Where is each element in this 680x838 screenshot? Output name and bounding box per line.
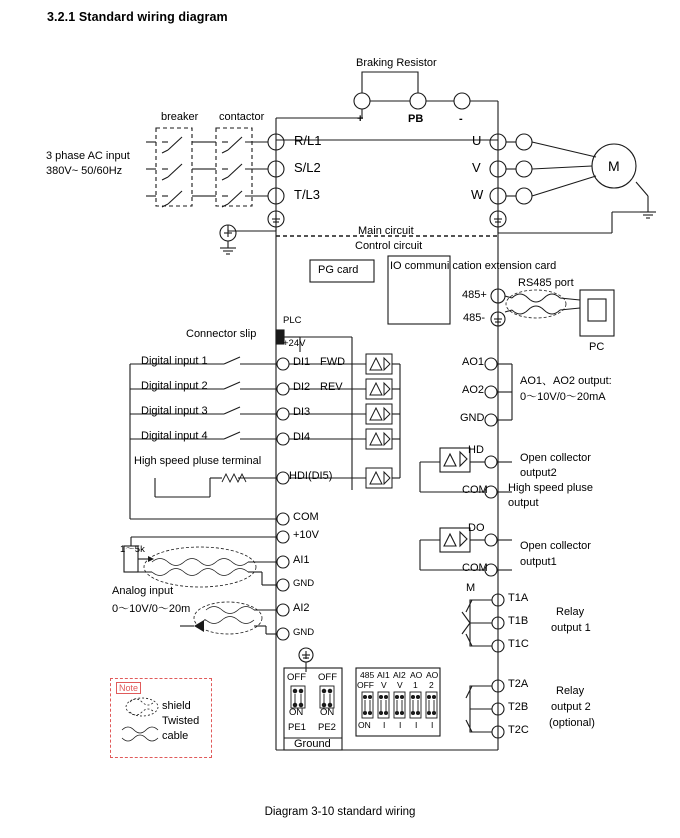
rs485-port-label: RS485 port [518,277,574,289]
terminal-minus-label: - [459,113,463,125]
dip-i-label-1: I [383,720,386,730]
switch-off-left-label: OFF [287,672,306,683]
note-line1: shield [162,700,191,712]
relay2-line3: (optional) [549,717,595,729]
dip-ao1-label-line1: AO [410,670,423,680]
terminal-di2: DI2 [293,381,311,393]
terminal-24v: +24V [283,338,306,349]
terminal-t1c: T1C [508,638,529,650]
terminal-u: U [472,133,482,148]
ground-label: Ground [294,738,331,750]
terminal-r-l1: R/L1 [294,133,322,148]
switch-on-left-label: ON [289,707,304,718]
note-line2: Twisted [162,715,200,727]
terminal-ao2: AO2 [462,384,485,396]
dip-v-label-1: V [381,680,387,690]
pg-card-label: PG card [318,264,359,276]
analog-input-label: Analog input [112,585,174,597]
terminal-ai1: AI1 [293,554,310,566]
terminal-t-l3: T/L3 [294,187,321,202]
dip-i-label-3: I [415,720,418,730]
terminal-t2b: T2B [508,701,529,713]
io-card-label: IO communi cation extension card [390,260,557,272]
terminal-ai2: AI2 [293,602,310,614]
braking-resistor-label: Braking Resistor [356,57,437,69]
dip-i-label-4: I [431,720,434,730]
terminal-t1a: T1A [508,592,529,604]
switch-off-right-label: OFF [318,672,337,683]
open-collector2-line3: High speed pluse [508,482,594,494]
terminal-do-com: COM [462,562,488,574]
note-tag: Note [116,682,141,694]
open-collector2-line1: Open collector [520,452,591,464]
terminal-ao1: AO1 [462,356,485,368]
pc-label: PC [589,341,605,353]
digital-input-4-label: Digital input 4 [141,430,208,442]
terminal-hd: HD [468,444,484,456]
dip-ao1-label-line2: 1 [413,680,418,690]
terminal-ao-gnd: GND [460,412,485,424]
digital-input-3-label: Digital input 3 [141,405,208,417]
relay1-line2: output 1 [551,622,591,634]
ac-input-line2: 380V~ 50/60Hz [46,165,123,177]
dip-i-label-2: I [399,720,402,730]
high-speed-pulse-terminal-label: High speed pluse terminal [134,455,262,467]
digital-input-1-label: Digital input 1 [141,355,208,367]
plc-label: PLC [283,315,302,326]
analog-range-label: 0～10V/0～20m [112,603,191,615]
dip-ai1-label: AI1 [377,670,390,680]
terminal-v: V [472,160,481,175]
terminal-rev: REV [320,381,343,393]
terminal-t2c: T2C [508,724,529,736]
terminal-s-l2: S/L2 [294,160,321,175]
ao-note-line1: AO1、AO2 output: [520,375,612,387]
terminal-do: DO [468,522,485,534]
terminal-gnd-2: GND [293,627,315,638]
terminal-t1b: T1B [508,615,529,627]
terminal-plus-label: + [357,113,364,125]
dip-v-label-2: V [397,680,403,690]
open-collector2-line4: output [508,497,539,509]
motor-label: M [608,158,620,174]
terminal-di1: DI1 [293,356,311,368]
terminal-t2a: T2A [508,678,529,690]
terminal-di3: DI3 [293,406,311,418]
main-circuit-label: Main circuit [358,225,414,237]
terminal-485-minus: 485- [463,312,486,324]
terminal-gnd-1: GND [293,578,315,589]
connector-slip-label: Connector slip [186,328,257,340]
dip-485-label: 485 [360,670,375,680]
page-title: 3.2.1 Standard wiring diagram [47,10,228,24]
figure-caption: Diagram 3-10 standard wiring [264,806,416,818]
dip-on-label: ON [358,720,371,730]
terminal-pb-label: PB [408,113,424,125]
dip-ai2-label: AI2 [393,670,406,680]
dip-ao2-label-line1: AO [426,670,439,680]
terminal-pe1: PE1 [288,722,306,733]
open-collector1-line2: output1 [520,556,557,568]
contactor-label: contactor [219,111,265,123]
ao-note-line2: 0～10V/0～20mA [520,391,606,403]
terminal-m: M [466,582,476,594]
digital-input-2-label: Digital input 2 [141,380,208,392]
dip-off-label: OFF [357,680,374,690]
control-circuit-label: Control circuit [355,240,423,252]
terminal-hdi-di5: HDI(DI5) [289,470,333,482]
note-line3: cable [162,730,189,742]
relay2-line2: output 2 [551,701,591,713]
terminal-hd-com: COM [462,484,488,496]
relay1-line1: Relay [556,606,585,618]
breaker-label: breaker [161,111,199,123]
terminal-fwd: FWD [320,356,346,368]
switch-on-right-label: ON [320,707,335,718]
terminal-485-plus: 485+ [462,289,487,301]
terminal-w: W [471,187,484,202]
terminal-10v: +10V [293,529,319,541]
terminal-di4: DI4 [293,431,311,443]
terminal-com: COM [293,511,319,523]
relay2-line1: Relay [556,685,585,697]
open-collector1-line1: Open collector [520,540,591,552]
dip-ao2-label-line2: 2 [429,680,434,690]
open-collector2-line2: output2 [520,467,557,479]
potentiometer-label: 1～5k [120,544,145,555]
terminal-pe2: PE2 [318,722,336,733]
ac-input-line1: 3 phase AC input [46,150,130,162]
